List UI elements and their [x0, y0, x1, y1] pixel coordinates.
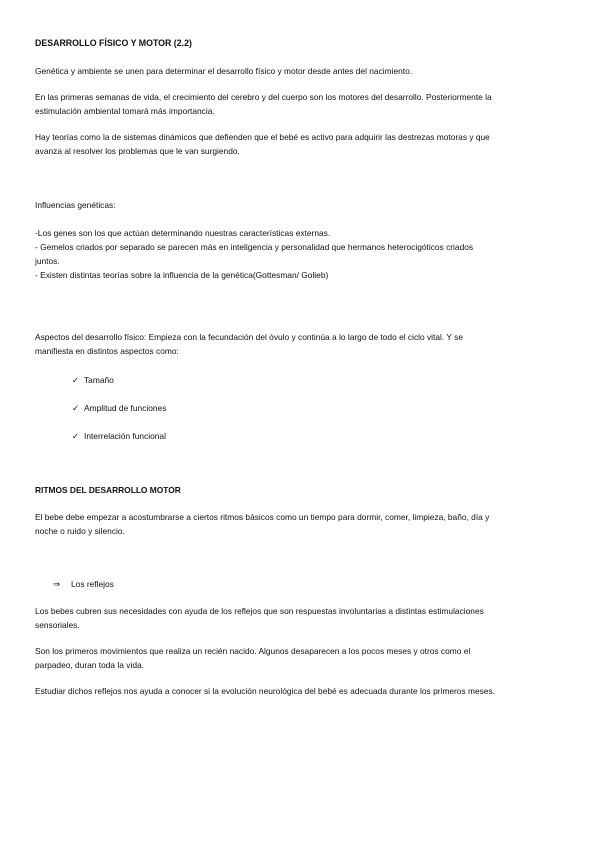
text-line: El bebe debe empezar a acostumbrarse a ciertos ritmos básicos como un tiempo para dormir, comer, limpieza, baño, día y — [35, 512, 490, 522]
list-item: - Existen distintas teorías sobre la influencia de la genética(Gottesman/ Golieb) — [35, 270, 329, 280]
text-line: avanza al resolver los problemas que le van surgiendo. — [35, 146, 240, 156]
reflex-paragraph-2 — [35, 644, 565, 672]
theories-paragraph — [35, 130, 565, 158]
text-line: En las primeras semanas de vida, el crecimiento del cerebro y del cuerpo son los motores del desarrollo. Posteriormente la — [35, 92, 492, 102]
reflex-paragraph-1 — [35, 604, 565, 632]
check-icon: ✓ — [72, 375, 80, 385]
text-line: Los bebes cubren sus necesidades con ayuda de los reflejos que son respuestas involuntarias a distintas estimulaciones — [35, 606, 484, 616]
reflex-heading — [53, 577, 114, 591]
document-title: DESARROLLO FÍSICO Y MOTOR (2.2) — [35, 38, 192, 48]
list-item: juntos. — [35, 256, 60, 266]
check-label: Amplitud de funciones — [84, 403, 167, 413]
genetic-list — [35, 226, 565, 282]
reflex-paragraph-3 — [35, 684, 565, 698]
text-line: noche o ruido y silencio. — [35, 526, 125, 536]
text-line: manifiesta en distintos aspectos como: — [35, 346, 179, 356]
list-item: -Los genes son los que actúan determinando nuestras características externas. — [35, 228, 331, 238]
list-item: - Gemelos criados por separado se parecen más en inteligencia y personalidad que hermanos heterocigóticos criados — [35, 242, 474, 252]
text-line: estimulación ambiental tomará más importancia. — [35, 106, 215, 116]
motor-paragraph — [35, 510, 565, 538]
physical-paragraph — [35, 330, 565, 358]
check-item-size — [72, 373, 114, 387]
genetic-heading: Influencias genéticas: — [35, 200, 116, 210]
text-line: Estudiar dichos reflejos nos ayuda a conocer si la evolución neurológica del bebé es adecuada durante los primeros meses. — [35, 686, 495, 696]
reflex-heading-label: Los reflejos — [71, 579, 114, 589]
check-label: Interrelación funcional — [84, 431, 166, 441]
check-label: Tamaño — [84, 375, 114, 385]
check-icon: ✓ — [72, 431, 80, 441]
text-line: Genética y ambiente se unen para determinar el desarrollo físico y motor desde antes del nacimiento. — [35, 66, 413, 76]
text-line: Son los primeros movimientos que realiza un recién nacido. Algunos desaparecen a los pocos meses y otros como el — [35, 646, 471, 656]
check-item-interrelation — [72, 429, 166, 443]
intro-paragraph — [35, 64, 565, 78]
text-line: Aspectos del desarrollo físico: Empieza con la fecundación del óvulo y continúa a lo largo de todo el ciclo vital. Y se — [35, 332, 463, 342]
motor-heading: RITMOS DEL DESARROLLO MOTOR — [35, 485, 181, 495]
arrow-right-icon: ⇒ — [53, 579, 61, 589]
text-line: parpadeo, duran toda la vida. — [35, 660, 144, 670]
growth-paragraph — [35, 90, 565, 118]
check-icon: ✓ — [72, 403, 80, 413]
text-line: sensoriales. — [35, 620, 80, 630]
text-line: Hay teorías como la de sistemas dinámicos que defienden que el bebé es activo para adquirir las destrezas motoras y que — [35, 132, 490, 142]
check-item-functions — [72, 401, 166, 415]
